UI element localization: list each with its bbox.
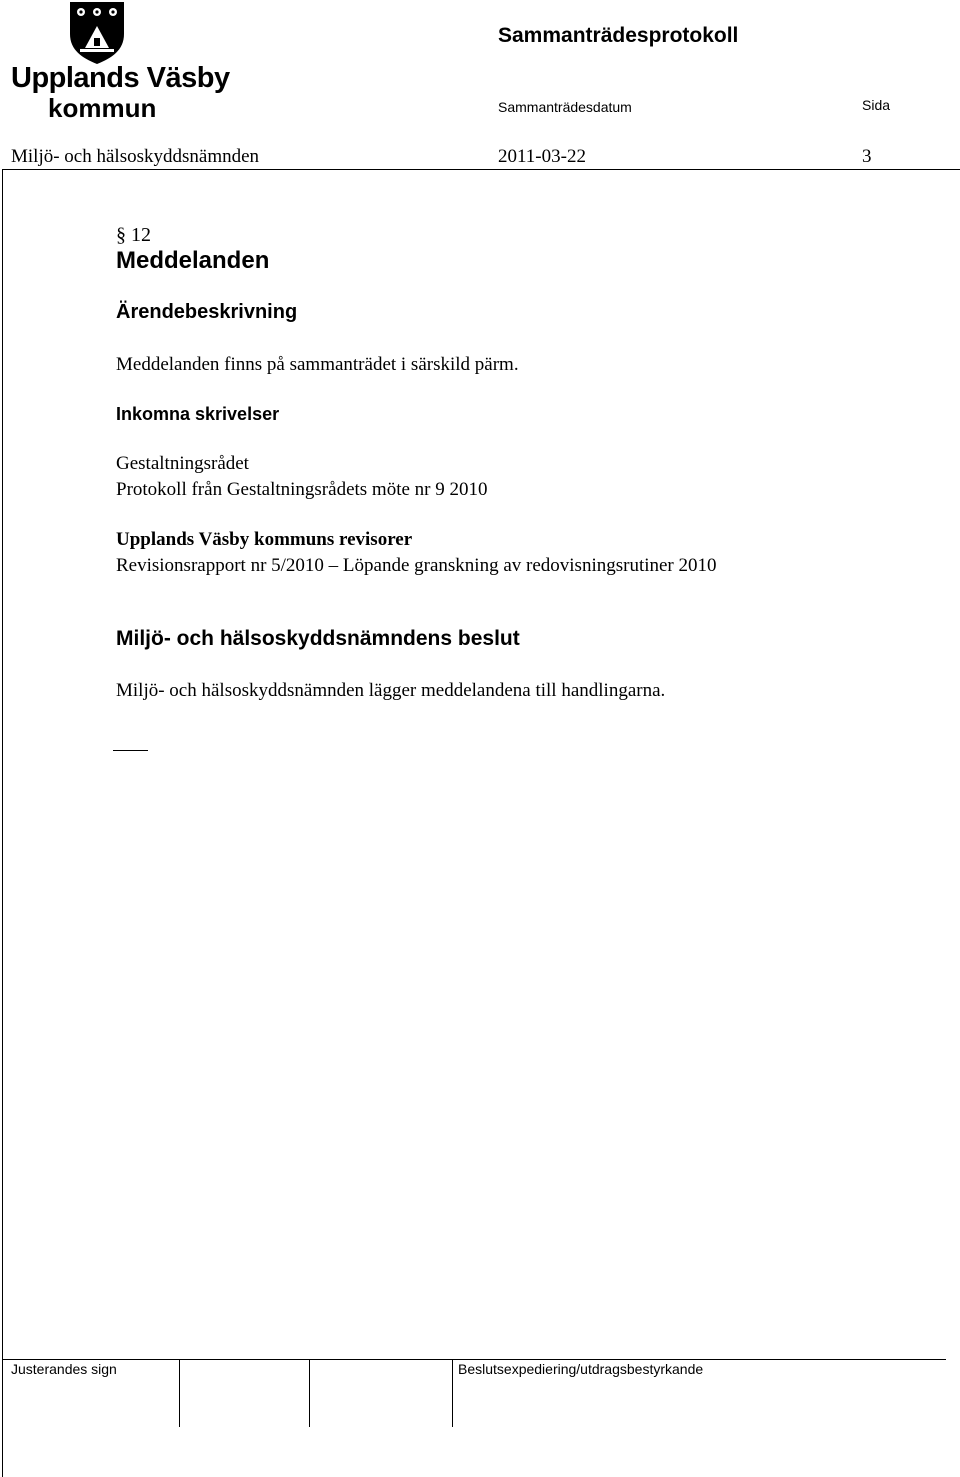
section-number: § 12: [116, 224, 151, 246]
list-item-text: Revisionsrapport nr 5/2010 – Löpande granskning av redovisningsrutiner 2010: [116, 555, 717, 576]
section-end-rule: [113, 750, 148, 751]
decision-text: Miljö- och hälsoskyddsnämnden lägger meddelandena till handlingarna.: [116, 680, 666, 701]
footer-divider: [2, 1359, 946, 1360]
section-title: Meddelanden: [116, 247, 270, 274]
header-divider: [2, 169, 960, 170]
document-type-title: Sammanträdesprotokoll: [498, 24, 739, 47]
description-text: Meddelanden finns på sammanträdet i särskild pärm.: [116, 354, 519, 375]
logo-wordmark-line-1: Upplands Väsby: [11, 62, 230, 94]
description-heading: Ärendebeskrivning: [116, 301, 298, 323]
dispatch-label: Beslutsexpediering/utdragsbestyrkande: [458, 1361, 704, 1377]
coat-of-arms-icon: [70, 2, 124, 64]
logo-wordmark-line-2: kommun: [48, 93, 157, 123]
signature-box-divider: [179, 1360, 180, 1427]
list-item-sender: Upplands Väsby kommuns revisorer: [116, 529, 413, 550]
left-margin-rule: [2, 169, 3, 1477]
committee-name: Miljö- och hälsoskyddsnämnden: [11, 146, 260, 167]
incoming-letters-heading: Inkomna skrivelser: [116, 404, 280, 424]
list-item-text: Protokoll från Gestaltningsrådets möte nr 9 2010: [116, 479, 488, 500]
decision-heading: Miljö- och hälsoskyddsnämndens beslut: [116, 627, 520, 650]
page-label: Sida: [862, 97, 891, 113]
signature-box-divider: [452, 1360, 453, 1427]
list-item-sender: Gestaltningsrådet: [116, 453, 249, 474]
page-number: 3: [862, 146, 872, 167]
meeting-date: 2011-03-22: [498, 146, 586, 167]
meeting-date-label: Sammanträdesdatum: [498, 99, 632, 115]
signature-label: Justerandes sign: [11, 1361, 117, 1377]
signature-box-divider: [309, 1360, 310, 1427]
